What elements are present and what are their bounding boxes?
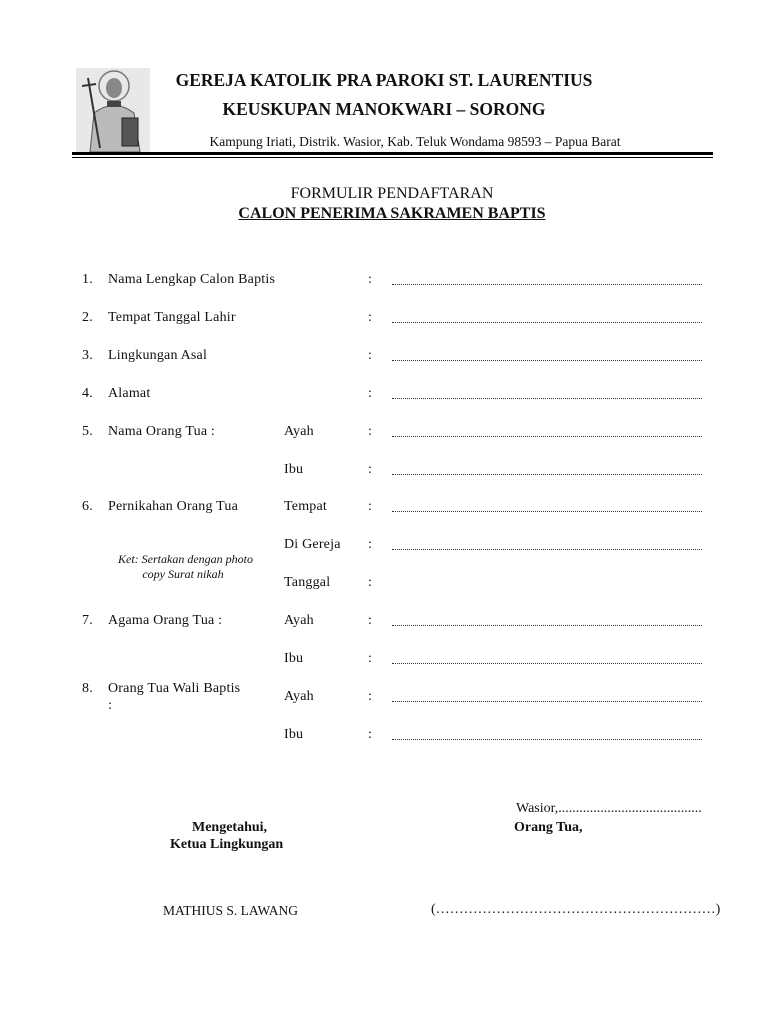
item-label-colon: : xyxy=(108,698,113,713)
sub-label: Ibu xyxy=(284,651,304,666)
fill-in-field[interactable] xyxy=(392,701,702,702)
sub-label: Ayah xyxy=(284,424,314,439)
sub-label: Tanggal xyxy=(284,575,331,590)
parents-label: Orang Tua, xyxy=(514,820,583,835)
item-label: Orang Tua Wali Baptis xyxy=(108,681,241,696)
fill-in-field[interactable] xyxy=(392,739,702,740)
fill-in-field[interactable] xyxy=(392,663,702,664)
item-label: Nama Orang Tua : xyxy=(108,424,216,439)
colon: : xyxy=(368,499,373,514)
item-number: 2. xyxy=(82,310,93,325)
note-line: copy Surat nikah xyxy=(142,567,224,581)
fill-in-field[interactable] xyxy=(392,625,702,626)
sub-label: Ibu xyxy=(284,727,304,742)
item-number: 3. xyxy=(82,348,93,363)
fill-in-field[interactable] xyxy=(392,284,702,285)
item-label: Lingkungan Asal xyxy=(108,348,208,363)
fill-in-field[interactable] xyxy=(392,436,702,437)
sub-label: Ayah xyxy=(284,613,314,628)
colon: : xyxy=(368,575,373,590)
church-address: Kampung Iriati, Distrik. Wasior, Kab. Teluk Wondama 98593 – Papua Barat xyxy=(209,134,621,149)
parent-signature-line[interactable]: (……………………………………………………) xyxy=(431,902,721,917)
colon: : xyxy=(368,727,373,742)
form-subtitle: CALON PENERIMA SAKRAMEN BAPTIS xyxy=(238,205,546,222)
item-label: Tempat Tanggal Lahir xyxy=(108,310,236,325)
colon: : xyxy=(368,272,373,287)
marriage-note xyxy=(118,552,253,582)
form-title: FORMULIR PENDAFTARAN xyxy=(290,185,494,202)
item-label: Pernikahan Orang Tua xyxy=(108,499,238,514)
fill-in-field[interactable] xyxy=(392,398,702,399)
item-number: 5. xyxy=(82,424,93,439)
fill-in-field[interactable] xyxy=(392,474,702,475)
sub-label: Ayah xyxy=(284,689,314,704)
fill-in-field[interactable] xyxy=(392,360,702,361)
acknowledged-label: Mengetahui, xyxy=(192,820,268,835)
place-date[interactable]: Wasior,......................................... xyxy=(516,801,702,816)
sub-label: Tempat xyxy=(284,499,327,514)
fill-in-field[interactable] xyxy=(392,322,702,323)
church-name: GEREJA KATOLIK PRA PAROKI ST. LAURENTIUS xyxy=(175,70,593,90)
fill-in-field[interactable] xyxy=(392,511,702,512)
item-label: Agama Orang Tua : xyxy=(108,613,223,628)
diocese-name: KEUSKUPAN MANOKWARI – SORONG xyxy=(222,99,546,119)
item-label: Nama Lengkap Calon Baptis xyxy=(108,272,276,287)
item-number: 8. xyxy=(82,681,93,696)
item-label: Alamat xyxy=(108,386,151,401)
colon: : xyxy=(368,310,373,325)
colon: : xyxy=(368,424,373,439)
header-rule-thin xyxy=(72,157,713,158)
colon: : xyxy=(368,689,373,704)
item-number: 4. xyxy=(82,386,93,401)
sub-label: Di Gereja xyxy=(284,537,341,552)
colon: : xyxy=(368,386,373,401)
head-of-community-label: Ketua Lingkungan xyxy=(170,837,284,852)
head-of-community-name: MATHIUS S. LAWANG xyxy=(163,903,299,918)
header-rule xyxy=(72,152,713,155)
sub-label: Ibu xyxy=(284,462,304,477)
colon: : xyxy=(368,651,373,666)
colon: : xyxy=(368,537,373,552)
colon: : xyxy=(368,613,373,628)
item-number: 1. xyxy=(82,272,93,287)
note-line: Ket: Sertakan dengan photo xyxy=(118,552,253,566)
colon: : xyxy=(368,348,373,363)
item-number: 7. xyxy=(82,613,93,628)
item-number: 6. xyxy=(82,499,93,514)
fill-in-field[interactable] xyxy=(392,549,702,550)
colon: : xyxy=(368,462,373,477)
